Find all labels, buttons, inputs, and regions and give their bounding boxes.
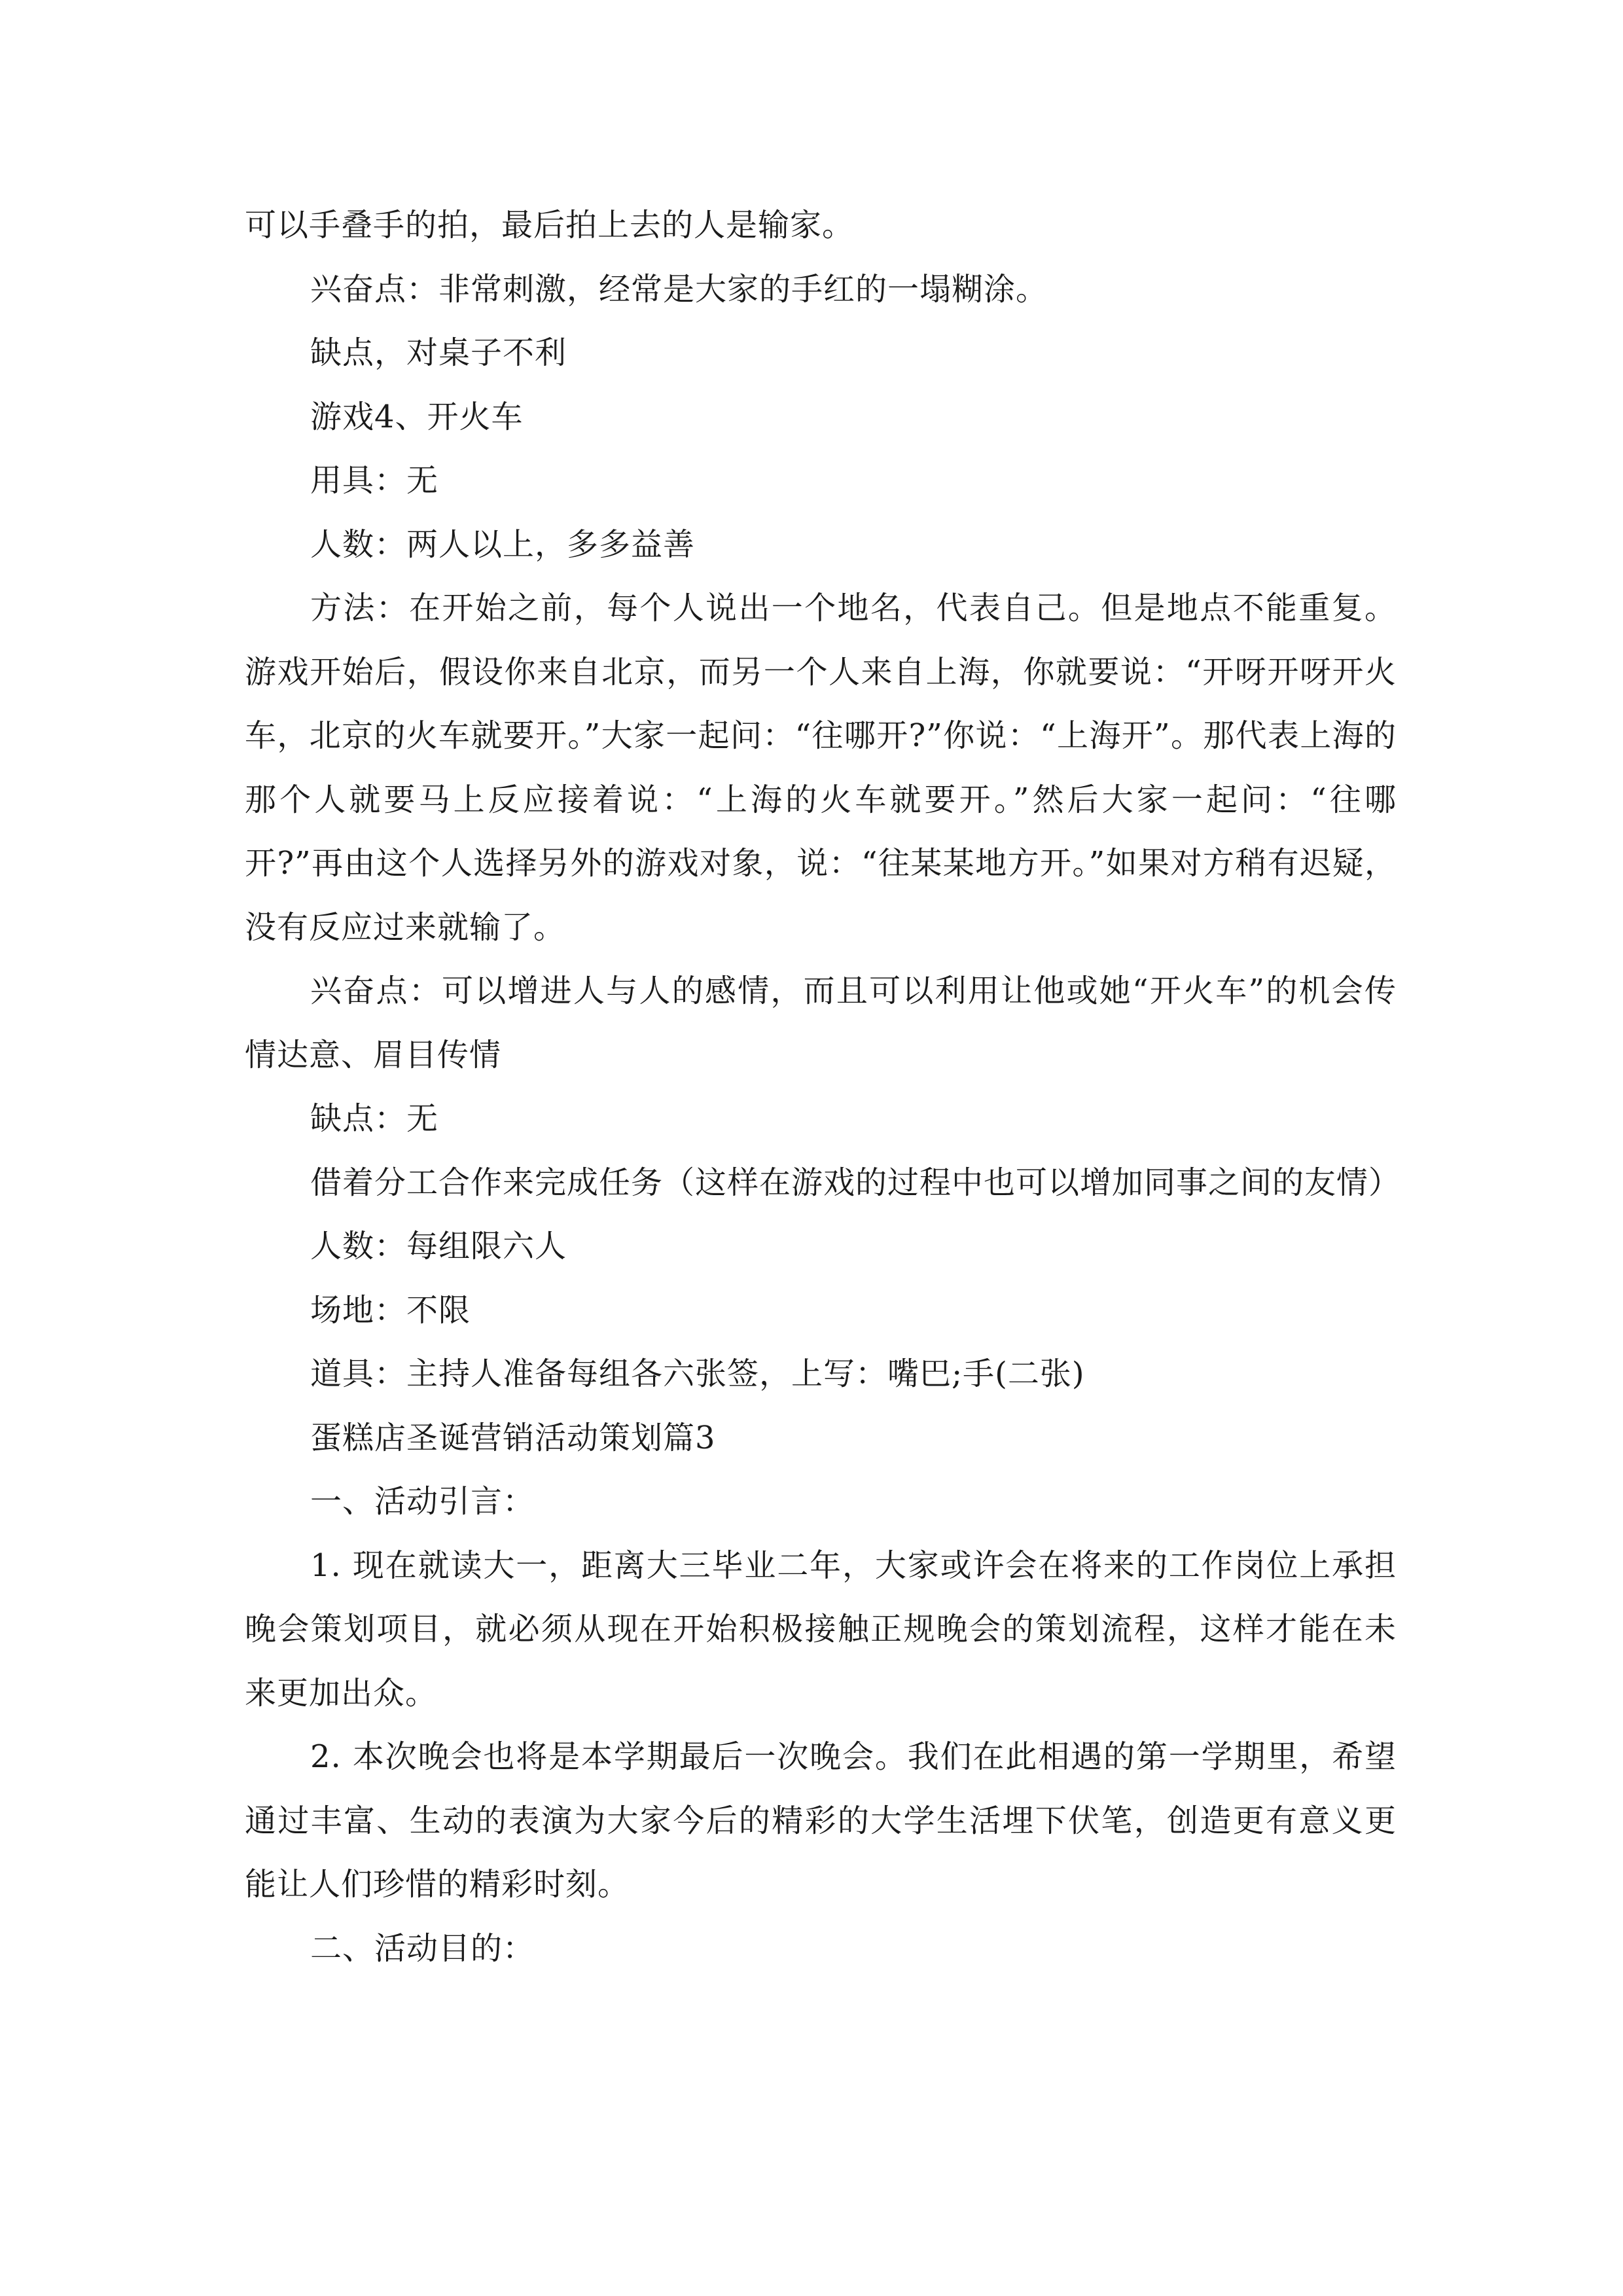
document-body (245, 194, 1401, 1981)
paragraph-tools: 用具：无 (310, 462, 439, 499)
paragraph-venue: 场地：不限 (310, 1291, 471, 1329)
paragraph-props: 道具：主持人准备每组各六张签，上写：嘴巴;手(二张) (310, 1355, 1085, 1392)
paragraph-excitement-point-2: 兴奋点：可以增进人与人的感情，而且可以利用让他或她“开火车”的机会传情达意、眉目传情 (245, 973, 1397, 1073)
paragraph-intro-1: 1. 现在就读大一，距离大三毕业二年，大家或许会在将来的工作岗位上承担晚会策划项目，就必须从现在开始积极接触正规晚会的策划流程，这样才能在未来更加出众。 (245, 1547, 1397, 1712)
paragraph-continuation: 可以手叠手的拍，最后拍上去的人是输家。 (245, 207, 855, 243)
paragraph-players: 人数：两人以上，多多益善 (310, 526, 696, 563)
paragraph-method: 方法：在开始之前，每个人说出一个地名，代表自己。但是地点不能重复。游戏开始后，假设你来自北京，而另一个人来自上海，你就要说：“开呀开呀开火车，北京的火车就要开。”大家一起问：“往哪开?”你说：“上海开”。那代表上海的那个人就要马上反应接着说：“上海的火车就要开。”然后大家一起问：“往哪开?”再由这个人选择另外的游戏对象，说：“往某某地方开。”如果对方稍有迟疑，没有反应过来就输了。 (245, 590, 1397, 946)
paragraph-game4-title: 游戏4、开火车 (310, 398, 524, 435)
paragraph-drawback-2: 缺点：无 (310, 1100, 439, 1137)
heading-purpose: 二、活动目的： (310, 1929, 535, 1967)
heading-introduction: 一、活动引言： (310, 1483, 535, 1520)
paragraph-drawback: 缺点，对桌子不利 (310, 334, 567, 371)
paragraph-group-size: 人数：每组限六人 (310, 1228, 567, 1265)
paragraph-teamwork: 借着分工合作来完成任务（这样在游戏的过程中也可以增加同事之间的友情） (310, 1164, 1401, 1201)
paragraph-excitement-point: 兴奋点：非常刺激，经常是大家的手红的一塌糊涂。 (310, 270, 1048, 308)
section-title: 蛋糕店圣诞营销活动策划篇3 (310, 1419, 716, 1456)
paragraph-intro-2: 2. 本次晚会也将是本学期最后一次晚会。我们在此相遇的第一学期里，希望通过丰富、生动的表演为大家今后的精彩的大学生活埋下伏笔，创造更有意义更能让人们珍惜的精彩时刻。 (245, 1738, 1397, 1903)
